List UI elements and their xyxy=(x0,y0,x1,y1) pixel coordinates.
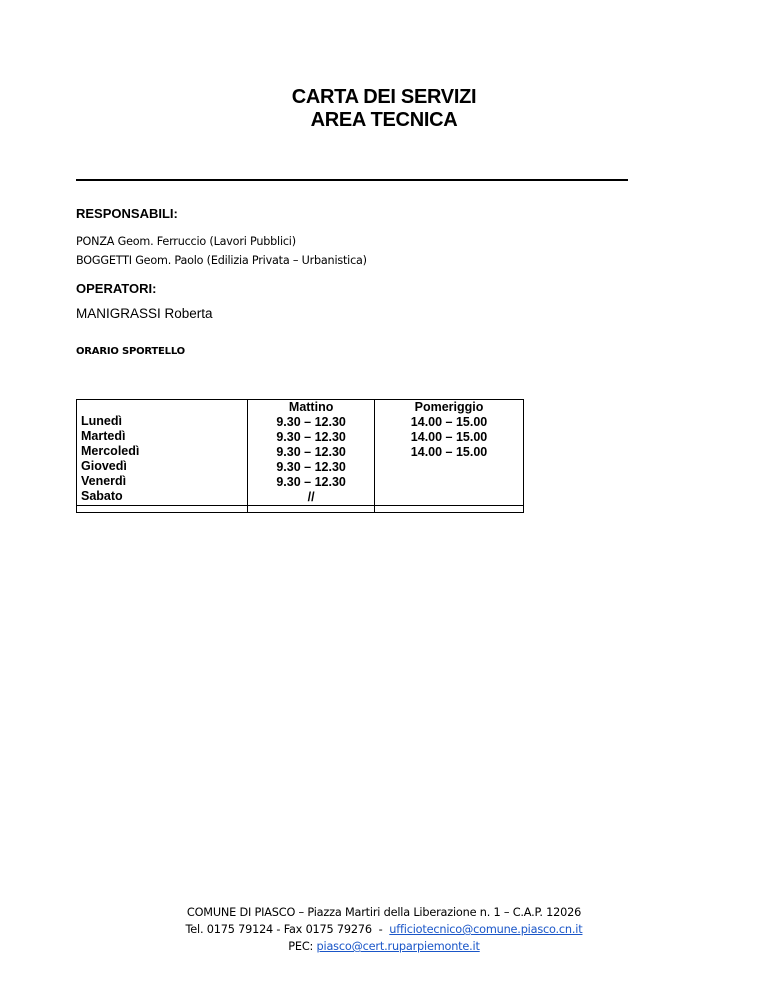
document-title xyxy=(0,86,768,132)
morning-hours: 9.30 – 12.30 xyxy=(276,430,346,444)
title-line-1: CARTA DEI SERVIZI xyxy=(291,86,477,108)
responsabili-heading: RESPONSABILI: xyxy=(76,206,178,221)
day-label: Lunedì xyxy=(81,414,122,428)
responsabile-1: PONZA Geom. Ferruccio (Lavori Pubblici) xyxy=(76,235,296,248)
day-label: Venerdì xyxy=(81,474,127,488)
days-empty-row xyxy=(77,506,248,513)
afternoon-hours: 14.00 – 15.00 xyxy=(410,445,488,459)
footer-phone-fax: Tel. 0175 79124 - Fax 0175 79276 - xyxy=(185,923,390,936)
day-label: Sabato xyxy=(81,489,123,503)
morning-hours: // xyxy=(307,490,315,504)
morning-hours: 9.30 – 12.30 xyxy=(276,460,346,474)
operatore-1: MANIGRASSI Roberta xyxy=(76,306,213,321)
morning-column xyxy=(248,400,375,506)
email-link[interactable]: ufficiotecnico@comune.piasco.cn.it xyxy=(389,923,583,936)
morning-hours: 9.30 – 12.30 xyxy=(276,415,346,429)
footer xyxy=(0,904,768,955)
day-label: Giovedì xyxy=(81,459,127,473)
responsabile-2: BOGGETTI Geom. Paolo (Edilizia Privata – Urbanistica) xyxy=(76,254,367,267)
orario-sportello-label: ORARIO SPORTELLO xyxy=(76,346,185,357)
morning-hours: 9.30 – 12.30 xyxy=(276,475,346,489)
afternoon-hours: 14.00 – 15.00 xyxy=(410,430,488,444)
pec-link[interactable]: piasco@cert.ruparpiemonte.it xyxy=(316,940,480,953)
morning-header: Mattino xyxy=(288,400,334,414)
footer-address: COMUNE DI PIASCO – Piazza Martiri della Liberazione n. 1 – C.A.P. 12026 xyxy=(186,906,582,919)
title-divider xyxy=(76,179,628,181)
footer-pec xyxy=(0,938,768,955)
days-column xyxy=(77,400,248,506)
title-line-2: AREA TECNICA xyxy=(310,109,458,131)
morning-hours: 9.30 – 12.30 xyxy=(276,445,346,459)
afternoon-hours: 14.00 – 15.00 xyxy=(410,415,488,429)
afternoon-empty-row xyxy=(375,506,524,513)
day-label: Martedì xyxy=(81,429,126,443)
afternoon-header: Pomeriggio xyxy=(414,400,484,414)
schedule-table xyxy=(76,399,524,513)
day-label: Mercoledì xyxy=(81,444,140,458)
morning-empty-row xyxy=(248,506,375,513)
pec-label: PEC: xyxy=(288,940,317,953)
footer-contacts xyxy=(0,921,768,938)
operatori-heading: OPERATORI: xyxy=(76,281,157,296)
afternoon-column xyxy=(375,400,524,506)
